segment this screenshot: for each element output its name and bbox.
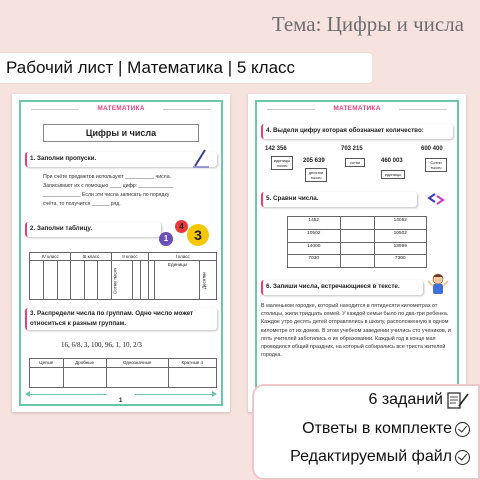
group-table <box>29 358 217 388</box>
table-header: Однозначные <box>106 359 168 368</box>
compare-cell: 7030 <box>288 255 341 268</box>
compare-signs-icon <box>427 192 445 206</box>
number-badge: 3 <box>187 224 209 246</box>
compare-cell: 7300 <box>374 255 427 268</box>
number-badge: 1 <box>159 232 173 246</box>
task2-header: 2. Заполни таблицу. <box>25 222 161 237</box>
check-circle-icon <box>455 450 470 465</box>
table-header: Дробные <box>63 359 106 368</box>
decor-arrow <box>29 394 107 395</box>
topic-title: Тема: Цифры и числа <box>271 12 464 36</box>
task1-header: 1. Заполни пропуски. <box>25 152 217 167</box>
table-subheader: Десятки <box>200 261 217 300</box>
reading-text: В маленьком городке, который находится в пятидесяти километрах от столицы, жили тридцать семей. У каждой семьи было по два-три ребенка. Каждое утро десять детей отправлялись в школу, расположенную в одном километре от их домов. В этом учебном заведении учились сто учеников, и пять учителей заботились о их образовании. Каждый год в конце мая проводился общий праздник, на который собирались все триста жителей городка. <box>261 303 451 359</box>
compare-cell: 10502 <box>288 229 341 242</box>
task4-header: 4. Выдели цифру которая обозначает количество: <box>261 124 453 139</box>
writing-hand-icon <box>446 390 470 410</box>
compare-cell: 14052 <box>374 217 427 230</box>
table-header: IV класс <box>30 253 71 261</box>
place-label-box: десятки тысяч <box>305 168 327 182</box>
decor-arrow <box>135 394 213 395</box>
table-header: I класс <box>149 253 217 261</box>
page-number: 1 <box>119 398 123 404</box>
table-subheader: Единицы <box>155 261 200 300</box>
compare-cell: 10502 <box>374 229 427 242</box>
number-value: 460 003 <box>381 158 403 164</box>
compare-cell: 14000 <box>288 242 341 255</box>
page-frame <box>255 100 459 406</box>
task3-header: 3. Распредели числа по группам. Одно число может относиться к разным группам. <box>25 308 217 330</box>
number-value: 703 215 <box>341 146 363 152</box>
place-label-box: сотни <box>345 158 365 167</box>
table-header: Кратные 4 <box>168 359 216 368</box>
worksheet-page-1 <box>12 94 230 412</box>
place-label-box: Сотни тысяч <box>425 158 447 172</box>
child-icon <box>427 272 449 296</box>
task1-line1: При счёте предметов используют __________ числа. <box>43 174 172 180</box>
feature-tasks-text: 6 заданий <box>368 391 443 408</box>
page-frame <box>19 100 223 406</box>
check-circle-icon <box>455 422 470 437</box>
subject-header: МАТЕМАТИКА <box>21 105 221 112</box>
number-value: 205 639 <box>303 158 325 164</box>
feature-tasks <box>368 390 470 410</box>
feature-editable-text: Редактируемый файл <box>290 448 452 465</box>
pencil-icon <box>191 148 211 168</box>
feature-answers <box>302 420 470 438</box>
table-header: III класс <box>71 253 111 261</box>
feature-answers-text: Ответы в комплекте <box>302 420 452 437</box>
table-subheader: Сотни тысяч <box>111 261 133 300</box>
task3-numbers: 16, 6/8, 3, 100, 96, 1, 10, 2/3 <box>61 341 142 349</box>
place-label-box: единицы тысяч <box>271 156 293 170</box>
number-badge: 4 <box>175 220 188 233</box>
task1-line3: _____________ Если эти числа записать по порядку <box>43 192 170 198</box>
task1-line2: Записывают их с помощью ____ цифр: ____________ <box>43 183 174 189</box>
table-header: II класс <box>111 253 149 261</box>
compare-cell: 1452 <box>288 217 341 230</box>
worksheet-title: Цифры и числа <box>43 124 199 142</box>
feature-editable <box>290 448 470 466</box>
place-value-table <box>29 252 217 300</box>
number-value: 142 356 <box>265 146 287 152</box>
compare-table <box>287 216 427 268</box>
task5-header: 5. Сравни числа. <box>261 192 417 207</box>
subject-header: МАТЕМАТИКА <box>257 105 457 112</box>
table-header: Целые <box>30 359 64 368</box>
task1-line4: счёта, то получится ______ ряд. <box>43 201 121 207</box>
banner: Рабочий лист | Математика | 5 класс <box>0 52 372 84</box>
compare-cell: 13999 <box>374 242 427 255</box>
task6-header: 6. Запиши числа, встречающиеся в тексте. <box>261 280 423 295</box>
worksheet-page-2 <box>248 94 466 412</box>
features-box <box>252 384 480 480</box>
place-label-box: единицы <box>381 170 405 179</box>
number-value: 600 400 <box>421 146 443 152</box>
